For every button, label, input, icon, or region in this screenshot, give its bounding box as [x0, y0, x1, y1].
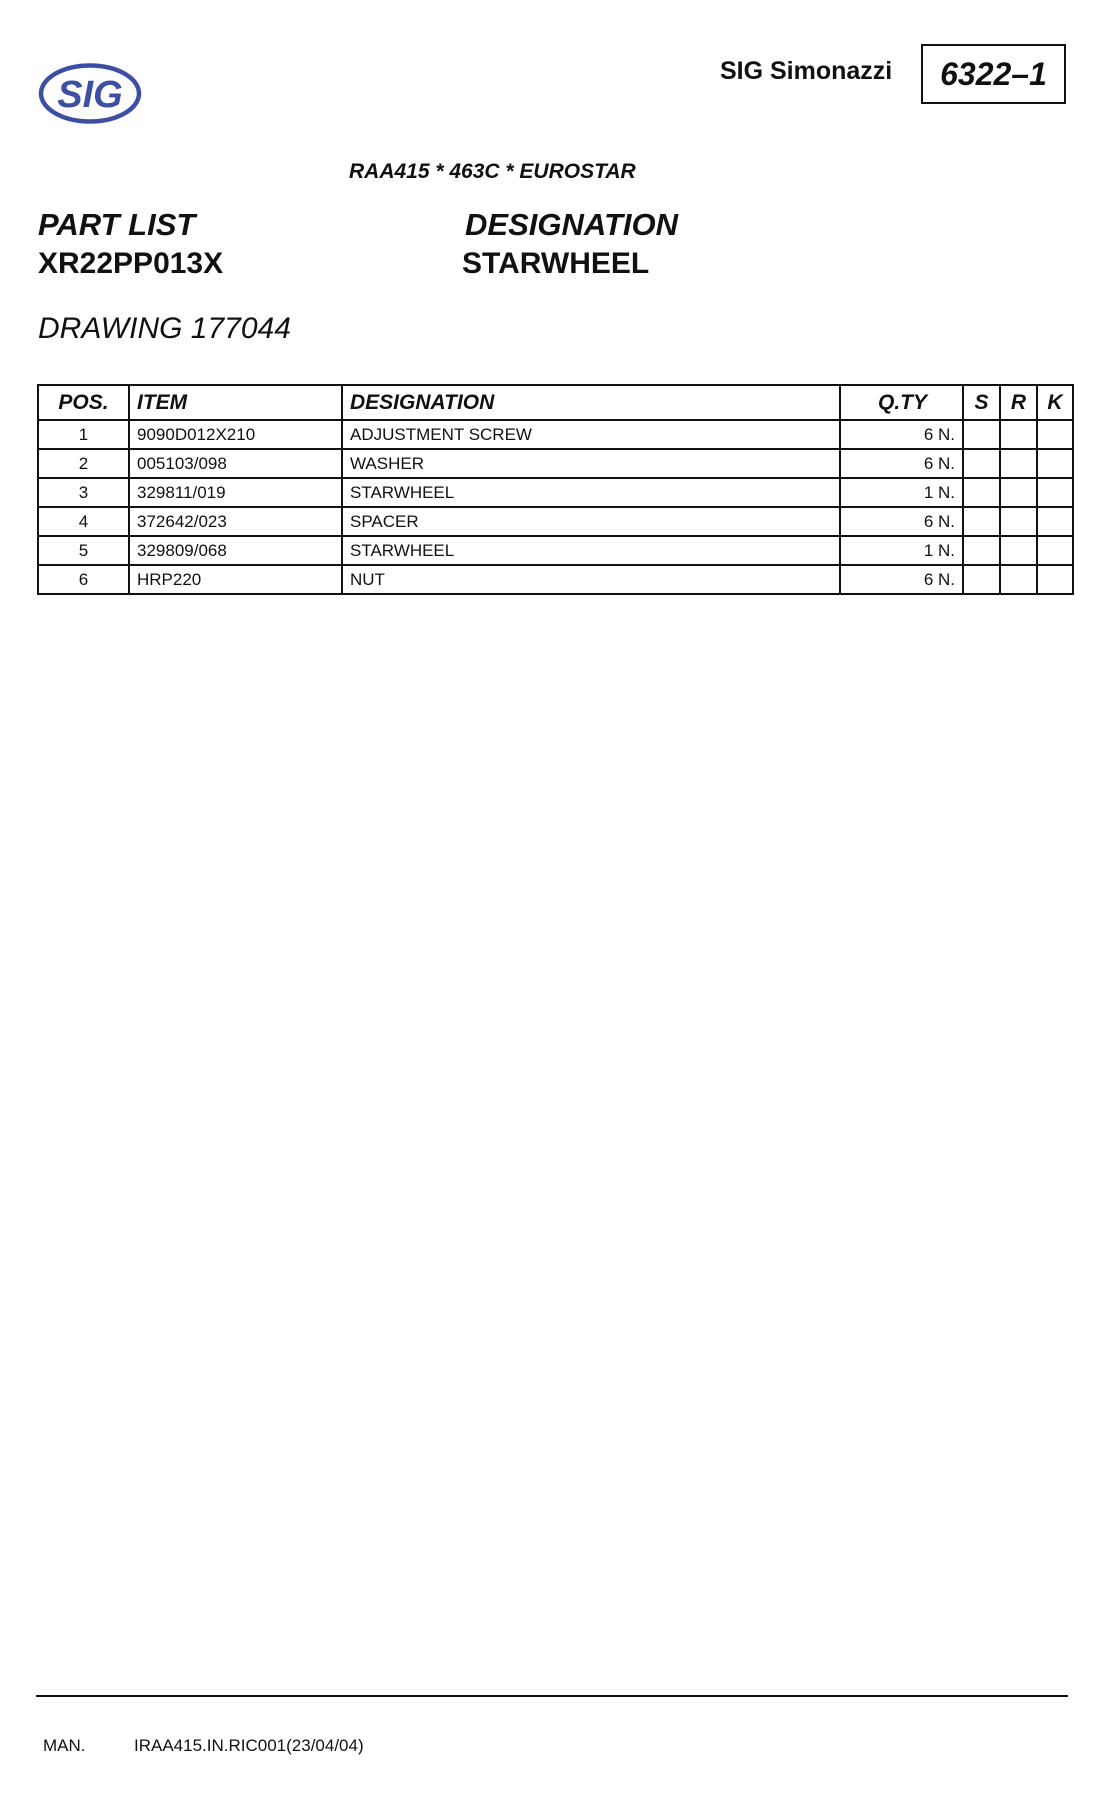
cell-qty: 6 N.: [840, 449, 963, 478]
drawing-number: DRAWING 177044: [38, 312, 291, 345]
cell-item: 329809/068: [129, 536, 342, 565]
cell-k: [1037, 420, 1073, 449]
part-list-label: PART LIST: [38, 207, 196, 242]
cell-pos: 4: [38, 507, 129, 536]
company-name: SIG Simonazzi: [720, 57, 893, 85]
cell-designation: STARWHEEL: [342, 536, 840, 565]
designation-label: DESIGNATION: [465, 207, 678, 242]
table-row: [38, 420, 1073, 449]
footer-document-code: IRAA415.IN.RIC001(23/04/04): [134, 1736, 364, 1755]
logo-text: SIG: [57, 74, 123, 116]
cell-designation: WASHER: [342, 449, 840, 478]
cell-item: 9090D012X210: [129, 420, 342, 449]
document-number: 6322–1: [940, 55, 1047, 92]
cell-qty: 6 N.: [840, 420, 963, 449]
cell-s: [963, 420, 1000, 449]
cell-qty: 1 N.: [840, 478, 963, 507]
header-qty: Q.TY: [840, 385, 963, 420]
cell-s: [963, 478, 1000, 507]
sig-logo: [38, 62, 142, 125]
cell-s: [963, 507, 1000, 536]
cell-r: [1000, 565, 1037, 594]
header-designation: DESIGNATION: [342, 385, 840, 420]
header-k: K: [1037, 385, 1073, 420]
cell-k: [1037, 536, 1073, 565]
table-header-row: [38, 385, 1073, 420]
footer-label: MAN.: [43, 1736, 86, 1755]
cell-pos: 5: [38, 536, 129, 565]
header-item: ITEM: [129, 385, 342, 420]
footer-divider: [36, 1695, 1068, 1697]
cell-s: [963, 565, 1000, 594]
cell-item: 005103/098: [129, 449, 342, 478]
cell-k: [1037, 478, 1073, 507]
cell-pos: 6: [38, 565, 129, 594]
cell-qty: 1 N.: [840, 536, 963, 565]
table-row: [38, 565, 1073, 594]
cell-r: [1000, 478, 1037, 507]
machine-line: RAA415 * 463C * EUROSTAR: [349, 160, 636, 183]
cell-item: HRP220: [129, 565, 342, 594]
cell-item: 372642/023: [129, 507, 342, 536]
header-s: S: [963, 385, 1000, 420]
cell-r: [1000, 449, 1037, 478]
cell-k: [1037, 507, 1073, 536]
cell-pos: 1: [38, 420, 129, 449]
cell-qty: 6 N.: [840, 565, 963, 594]
table-row: [38, 536, 1073, 565]
cell-designation: STARWHEEL: [342, 478, 840, 507]
cell-designation: ADJUSTMENT SCREW: [342, 420, 840, 449]
cell-qty: 6 N.: [840, 507, 963, 536]
cell-pos: 2: [38, 449, 129, 478]
cell-r: [1000, 507, 1037, 536]
table-row: [38, 478, 1073, 507]
cell-k: [1037, 565, 1073, 594]
designation-value: STARWHEEL: [462, 247, 650, 280]
parts-table: [37, 384, 1074, 595]
cell-item: 329811/019: [129, 478, 342, 507]
cell-designation: NUT: [342, 565, 840, 594]
table-row: [38, 449, 1073, 478]
header-r: R: [1000, 385, 1037, 420]
header-pos: POS.: [38, 385, 129, 420]
cell-s: [963, 449, 1000, 478]
cell-pos: 3: [38, 478, 129, 507]
document-number-box: [921, 44, 1066, 104]
cell-r: [1000, 420, 1037, 449]
cell-k: [1037, 449, 1073, 478]
part-list-value: XR22PP013X: [38, 247, 224, 280]
cell-designation: SPACER: [342, 507, 840, 536]
cell-s: [963, 536, 1000, 565]
cell-r: [1000, 536, 1037, 565]
table-row: [38, 507, 1073, 536]
